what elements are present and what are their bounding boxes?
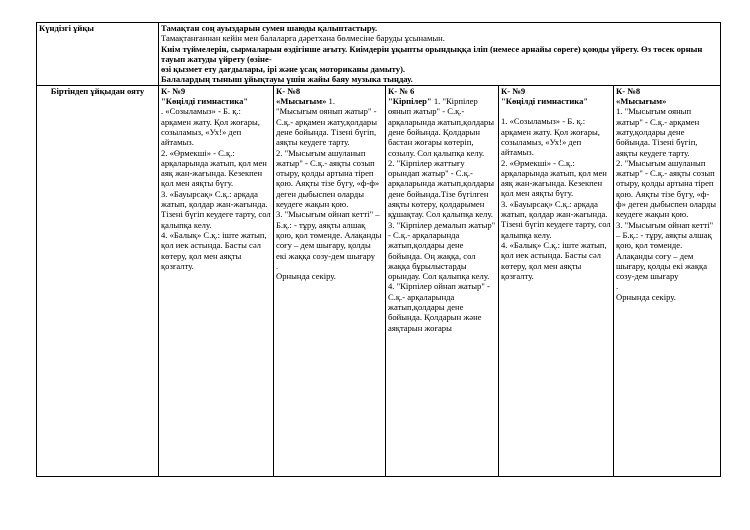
exercise-body: 1. "Мысығым оянып жатыр" - С.қ.- арқамен жату,қолдары дене бойында. Тізені бүгіп, аяқты кеудеге тарту. 2. "Мысығым ашуланып жатыр" - С.қ.- аяқты созып отыру, қолды артына тіреп қою. Аяқты тізе бүгу, «ф-ф» деген дыбыспен оларды кеудеге жақын қою. 3. "Мысығым ойнап кетті" – Б.қ.: - тұру, аяқты алшақ қою, қол төменде. Алақанды соғу – дем шығару, қолды екі жаққа созу-дем шығару . Орнында секіру. (616, 106, 717, 302)
exercise-title: "Кірпілер" (388, 96, 432, 107)
exercise-head: К- №9 (501, 85, 526, 96)
exercise-title-after: 1. (326, 96, 335, 107)
exercise-head: К- №9 (161, 85, 186, 96)
row-label-text: Күндізгі ұйқы (39, 23, 95, 33)
exercise-cell-2 (274, 85, 386, 476)
row-label-wakeup (37, 85, 159, 476)
exercise-cell-5 (614, 85, 721, 476)
nap-description-cell (159, 23, 721, 86)
nap-line-3: Киім түймелерін, сырмаларын өздігінше ағыту. Киімдерін ұқыпты орындыққа іліп (немесе арнайы сөреге) қоюды үйрету. Өз төсек орнын тауып жатуды үйрету (өзіне- (161, 43, 703, 64)
exercise-title: "Көңілді гимнастика" (501, 96, 589, 107)
nap-line-2: Тамақтанғаннан кейін мен балаларға дәретхана бөлмесіне баруды ұсынамын. (161, 33, 445, 44)
nap-line-1: Тамақтан соң ауыздарын сумен шаюды қалыптастыру. (161, 23, 378, 33)
table-row-wakeup (37, 85, 721, 476)
exercise-head: К- №8 (616, 85, 641, 96)
nap-line-4: өзі қызмет ету дағдылары, ірі және ұсақ моториканы дамыту). (161, 64, 406, 75)
exercise-body: "Мысығым оянып жатыр" - С.қ.- арқамен жату,қолдары дене бойында. Тізені бүгіп, аяқты кеудеге тарту. 2. "Мысығым ашуланып жатыр" - С.қ.- аяқты созып отыру, қолды артына тіреп қою. Аяқты тізе бүгу, «ф-ф» деген дыбыспен оларды кеудеге жақын қою. 3. "Мысығым ойнап кетті" – Б.қ.: - тұру, аяқты алшақ қою, қол төменде. Алақанды соғу – дем шығару, қолды екі жаққа созу-дем шығару . Орнында секіру. (276, 106, 382, 282)
row-label-nap (37, 23, 159, 86)
exercise-body: . «Созыламыз» - Б. қ.: арқамен жату. Қол жоғары, созыламыз, «Ух!» деп айтамыз. 2. «Өрмекші» - С.қ.: арқаларында жатып, қол мен аяқ жан-жағында. Кезекпен қол мен аяқты бүгу. 3. «Бауырсақ» С.қ.: арқада жатып, қолдар жан-жағында. Тізені бүгіп кеудеге тарту, сол қалыпқа келу. 4. «Балық» С.қ.: іште жатып, қол иек астында. Басты сәл көтеру, қол мен аяқты қозғалту. (161, 106, 271, 271)
exercise-body: 1. «Созыламыз» - Б. қ.: арқамен жату. Қол жоғары, созыламыз, «Ух!» деп айтамыз. 2. «Өрмекші» - С.қ.: арқаларында жатып, қол мен аяқ жан-жағында. Кезекпен қол мен аяқты бүгу. 3. «Бауырсақ» С.қ.: арқада жатып, қолдар жан-жағында. Тізені бүгіп кеудеге тарту, сол қалыпқа келу. 4. «Балық» С.қ.: іште жатып, қол иек астында. Басты сәл көтеру, қол мен аяқты қозғалту. (501, 116, 611, 281)
exercise-cell-1 (159, 85, 274, 476)
table-row-nap (37, 23, 721, 86)
exercise-cell-4 (499, 85, 614, 476)
exercise-head: К- №8 (276, 85, 301, 96)
exercise-title: «Мысығым» (616, 96, 667, 107)
exercise-title: «Мысығым» (276, 96, 327, 107)
exercise-body: арқаларында жатып,қолдары дене бойында. Қолдарын бастан жоғары көтеріп, созылу. Сол қалыпқа келу. 2. "Кірпілер жаттығу орындап жатыр" - С.қ.- арқаларында жатып,қолдары дене бойында.Тізе бүгілген аяқты көтеру, қолдарымен құшақтау. Сол қалыпқа келу. 3. "Кірпілер демалып жатыр" - С.қ.- арқаларында жатып,қолдары дене бойында. Оң жаққа, сол жаққа бұрылыстарды орындау. Сол қалыпқа келу. 4. "Кірпілер ойнап жатыр" - С.қ.- арқаларында жатып,қолдары дене бойында. Қолдарын және аяқтарын жоғары (388, 116, 496, 333)
exercise-title-after: 1. "Кірпілер оянып жатыр" - С.қ.- (388, 96, 478, 117)
exercise-head: К- № 6 (388, 85, 415, 96)
row-label-text: Біртіндеп ұйқыдан ояту (50, 85, 145, 96)
exercise-cell-3 (386, 85, 499, 476)
exercise-title: "Көңілді гимнастика" (161, 96, 249, 107)
schedule-table (36, 22, 721, 477)
nap-line-5: Балалардың тыныш ұйықтауы үшін жайы баяу музыка тыңдау. (161, 74, 413, 85)
